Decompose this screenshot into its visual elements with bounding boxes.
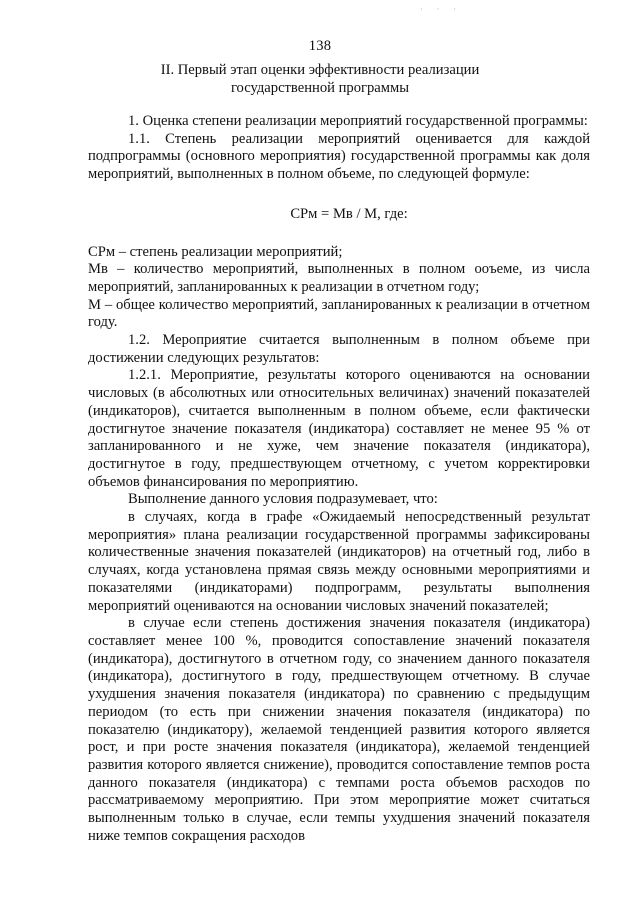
paragraph-item-1-2: 1.2. Мероприятие считается выполненным в полном объеме при достижении следующих результатов: xyxy=(88,332,590,366)
section-title: II. Первый этап оценки эффективности реализации государственной программы xyxy=(160,62,480,96)
document-body xyxy=(88,113,590,845)
paragraph-item-1-2-1: 1.2.1. Мероприятие, результаты которого оцениваются на основании числовых (в абсолютных или относительных величинах) значений показателей (индикаторов), считается выполненным в полном объеме, если фактически достигнутое значение показателя (индикатора) составляет не менее 95 % от запланированного и не хуже, чем значение показателя (индикатора), достигнутое в году, предшествующем отчетному, с учетом корректировки объемов финансирования по мероприятию. xyxy=(88,367,590,490)
paragraph-item-1-1: 1.1. Степень реализации мероприятий оценивается для каждой подпрограммы (основного мероприятия) государственной программы как доля мероприятий, выполненных в полном объеме, по следующей формуле: xyxy=(88,130,590,183)
scan-artifact: · · · xyxy=(420,5,462,14)
paragraph-item-1: 1. Оценка степени реализации мероприятий государственной программы: xyxy=(128,113,588,129)
definition-mv: Мв – количество мероприятий, выполненных в полном ооъеме, из числа мероприятий, запланированных к реализации в отчетном году; xyxy=(88,261,590,295)
definition-m: М – общее количество мероприятий, запланированных к реализации в отчетном году. xyxy=(88,296,590,331)
formula: СРм = Мв / М, где: xyxy=(290,205,408,222)
definition-srm: СРм – степень реализации мероприятий; xyxy=(88,243,343,260)
page-number: 138 xyxy=(308,38,332,54)
paragraph-condition-intro: Выполнение данного условия подразумевает, что: xyxy=(128,491,438,508)
paragraph-condition-1: в случаях, когда в графе «Ожидаемый непосредственный результат мероприятия» плана реализации государственной программы зафиксированы количественные значения показателей (индикаторов) на отчетный год, либо в случаях, когда установлена прямая связь между основными мероприятиями и показателями (индикаторами) подпрограмм, результаты выполнения мероприятий оцениваются на основании числовых значений показателей; xyxy=(88,509,590,614)
paragraph-condition-2: в случае если степень достижения значения показателя (индикатора) составляет менее 100 %, проводится сопоставление значений показателя (индикатора), достигнутого в отчетном году, со значением данного показателя (индикатора), достигнутого в году, предшествующем отчетному. В случае ухудшения значения показателя (индикатора) по сравнению с предыдущим периодом (то есть при снижении значения показателя (индикатора) по показателю (индикатору), желаемой тенденцией развития которого является рост, и при росте значения показателя (индикатора), желаемой тенденцией развития которого является снижение), проводится сопоставление темпов роста данного показателя (индикатора) с темпами роста объемов расходов по рассматриваемому мероприятию. При этом мероприятие может считаться выполненным только в случае, если темпы ухудшения значений показателя ниже темпов сокращения расходов xyxy=(88,615,590,844)
